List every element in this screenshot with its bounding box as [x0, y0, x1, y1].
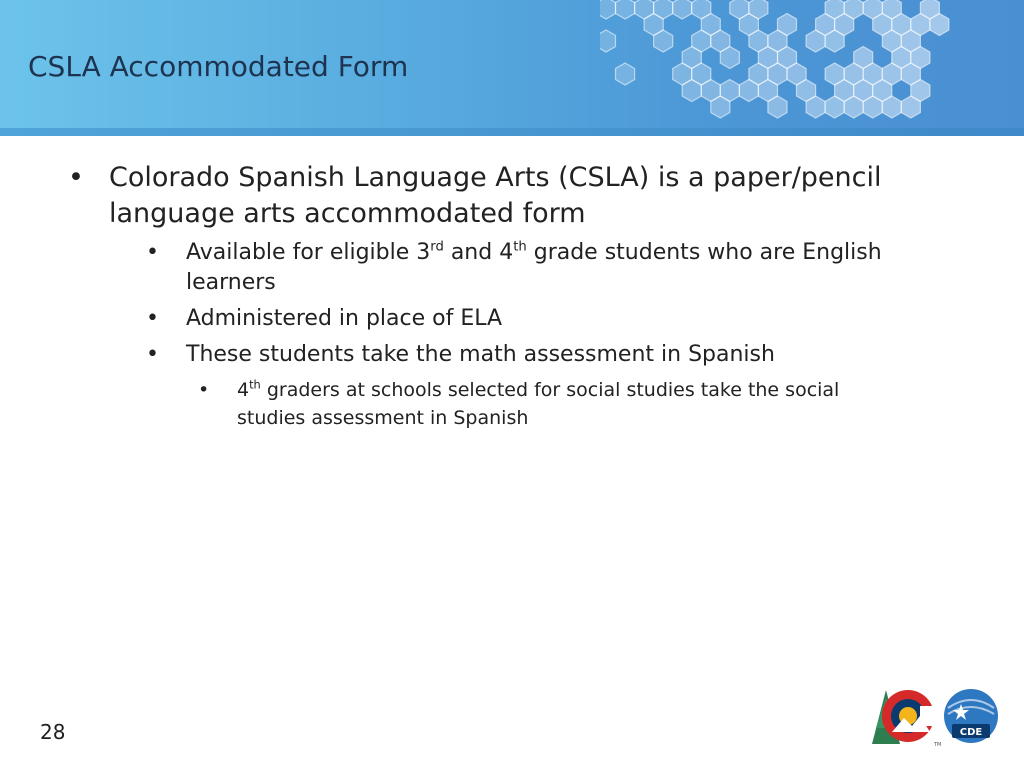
- hexagon-shape: [844, 96, 863, 118]
- hexagon-shape: [654, 30, 673, 52]
- hexagon-shape: [682, 80, 701, 102]
- hexagon-shape: [806, 30, 825, 52]
- hexagon-shape: [616, 63, 635, 85]
- bullet-text: Colorado Spanish Language Arts (CSLA) is a paper/pencil language arts accommodated form: [109, 162, 882, 229]
- bullet-glyph: •: [146, 342, 159, 367]
- hexagon-shape: [711, 96, 730, 118]
- header-underline: [0, 128, 1024, 136]
- hexagon-shape: [616, 0, 635, 19]
- hexagon-shape: [600, 30, 616, 52]
- trademark-mark: TM: [934, 742, 942, 748]
- cde-logo: [868, 688, 1004, 748]
- hexagon-pattern: [600, 0, 1024, 130]
- bullet-glyph: •: [68, 162, 84, 193]
- bullet-item-math: [0, 340, 926, 370]
- bullet-item-main: [0, 160, 909, 232]
- bullet-list: [0, 160, 1024, 432]
- hexagon-shape: [901, 96, 920, 118]
- bullet-glyph: •: [146, 306, 159, 331]
- hexagon-shape: [600, 0, 616, 19]
- hexagon-shape: [739, 80, 758, 102]
- bullet-item-ela: [0, 304, 926, 334]
- bullet-glyph: •: [146, 240, 159, 265]
- bullet-text: These students take the math assessment in Spanish: [186, 342, 775, 367]
- bullet-item-eligibility: [0, 238, 926, 298]
- bullet-text: Available for eligible 3rd and 4th grade students who are English learners: [186, 239, 882, 295]
- hexagon-shape: [825, 30, 844, 52]
- hexagon-shape: [863, 96, 882, 118]
- hexagon-shape: [825, 96, 844, 118]
- hexagon-shape: [768, 96, 787, 118]
- slide-content: [0, 160, 1024, 432]
- hexagon-shape: [882, 96, 901, 118]
- page-number: 28: [40, 720, 66, 744]
- hexagon-shape: [720, 47, 739, 69]
- bullet-text: 4th graders at schools selected for social studies take the social studies assessment in Spanish: [237, 377, 840, 429]
- logo-text: CDE: [959, 727, 983, 738]
- slide-title: CSLA Accommodated Form: [28, 50, 409, 83]
- bullet-glyph: •: [198, 379, 210, 401]
- hexagon-shape: [673, 0, 692, 19]
- hexagon-shape: [930, 14, 949, 36]
- hexagon-shape: [806, 96, 825, 118]
- bullet-item-social-studies: [0, 376, 897, 432]
- bullet-text: Administered in place of ELA: [186, 306, 503, 331]
